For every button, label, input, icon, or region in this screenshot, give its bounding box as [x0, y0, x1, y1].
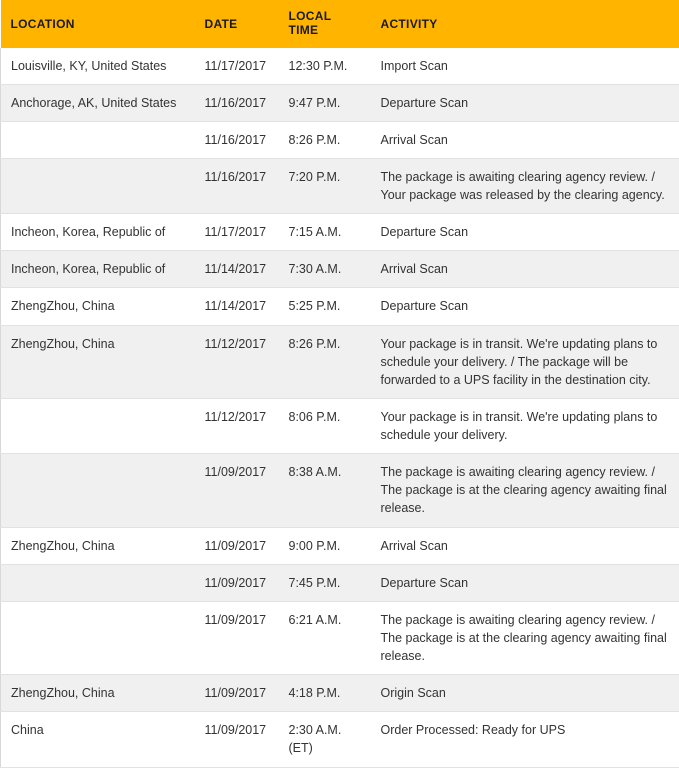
cell-activity: Departure Scan	[371, 214, 679, 251]
cell-date: 11/09/2017	[195, 564, 279, 601]
column-header-local-time-line2: TIME	[289, 23, 319, 37]
cell-local-time: 9:00 P.M.	[279, 527, 371, 564]
cell-location: ZhengZhou, China	[1, 325, 195, 398]
cell-activity: Arrival Scan	[371, 121, 679, 158]
cell-date: 11/17/2017	[195, 214, 279, 251]
table-row	[1, 454, 679, 527]
cell-local-time: 2:30 A.M. (ET)	[279, 712, 371, 767]
cell-location	[1, 564, 195, 601]
cell-local-time: 8:06 P.M.	[279, 398, 371, 453]
table-row	[1, 84, 679, 121]
cell-local-time: 7:45 P.M.	[279, 564, 371, 601]
cell-local-time: 9:47 P.M.	[279, 84, 371, 121]
cell-location: ZhengZhou, China	[1, 527, 195, 564]
cell-activity: The package is awaiting clearing agency review. / The package is at the clearing agency awaiting final release.	[371, 454, 679, 527]
table-header	[1, 0, 679, 48]
table-header-row	[1, 0, 679, 48]
cell-local-time: 8:26 P.M.	[279, 121, 371, 158]
cell-location: Anchorage, AK, United States	[1, 84, 195, 121]
table-row	[1, 564, 679, 601]
cell-activity: Origin Scan	[371, 675, 679, 712]
cell-date: 11/16/2017	[195, 84, 279, 121]
table-row	[1, 251, 679, 288]
cell-local-time: 8:38 A.M.	[279, 454, 371, 527]
table-row	[1, 288, 679, 325]
cell-date: 11/09/2017	[195, 675, 279, 712]
cell-location	[1, 601, 195, 674]
cell-activity: Arrival Scan	[371, 527, 679, 564]
cell-location	[1, 158, 195, 213]
cell-local-time: 12:30 P.M.	[279, 48, 371, 85]
cell-location: Incheon, Korea, Republic of	[1, 214, 195, 251]
table-row	[1, 675, 679, 712]
cell-activity: Departure Scan	[371, 288, 679, 325]
cell-local-time: 7:20 P.M.	[279, 158, 371, 213]
table-row	[1, 398, 679, 453]
cell-date: 11/14/2017	[195, 251, 279, 288]
cell-activity: The package is awaiting clearing agency review. / The package is at the clearing agency awaiting final release.	[371, 601, 679, 674]
table-row	[1, 712, 679, 767]
cell-activity: Arrival Scan	[371, 251, 679, 288]
table-row	[1, 121, 679, 158]
table-row	[1, 48, 679, 85]
cell-date: 11/12/2017	[195, 398, 279, 453]
cell-date: 11/09/2017	[195, 712, 279, 767]
cell-activity: The package is awaiting clearing agency review. / Your package was released by the clearing agency.	[371, 158, 679, 213]
table-row	[1, 527, 679, 564]
cell-local-time: 7:30 A.M.	[279, 251, 371, 288]
cell-activity: Import Scan	[371, 48, 679, 85]
cell-location: Louisville, KY, United States	[1, 48, 195, 85]
cell-activity: Departure Scan	[371, 564, 679, 601]
cell-location	[1, 398, 195, 453]
cell-location: China	[1, 712, 195, 767]
table-row	[1, 214, 679, 251]
cell-location	[1, 454, 195, 527]
column-header-activity: ACTIVITY	[371, 0, 679, 48]
column-header-location: LOCATION	[1, 0, 195, 48]
cell-date: 11/14/2017	[195, 288, 279, 325]
cell-location	[1, 121, 195, 158]
cell-date: 11/16/2017	[195, 158, 279, 213]
cell-local-time: 7:15 A.M.	[279, 214, 371, 251]
cell-location: ZhengZhou, China	[1, 675, 195, 712]
column-header-date: DATE	[195, 0, 279, 48]
cell-local-time: 6:21 A.M.	[279, 601, 371, 674]
cell-date: 11/09/2017	[195, 527, 279, 564]
cell-activity: Departure Scan	[371, 84, 679, 121]
table-body	[1, 48, 679, 768]
cell-location: ZhengZhou, China	[1, 288, 195, 325]
table-row	[1, 601, 679, 674]
cell-location: Incheon, Korea, Republic of	[1, 251, 195, 288]
cell-local-time: 4:18 P.M.	[279, 675, 371, 712]
cell-activity: Your package is in transit. We're updating plans to schedule your delivery. / The package will be forwarded to a UPS facility in the destination city.	[371, 325, 679, 398]
cell-activity: Your package is in transit. We're updating plans to schedule your delivery.	[371, 398, 679, 453]
cell-date: 11/17/2017	[195, 48, 279, 85]
column-header-local-time-line1: LOCAL	[289, 9, 332, 23]
cell-date: 11/09/2017	[195, 601, 279, 674]
cell-local-time: 5:25 P.M.	[279, 288, 371, 325]
column-header-local-time	[279, 0, 371, 48]
cell-local-time: 8:26 P.M.	[279, 325, 371, 398]
cell-date: 11/16/2017	[195, 121, 279, 158]
table-row	[1, 325, 679, 398]
cell-date: 11/12/2017	[195, 325, 279, 398]
cell-date: 11/09/2017	[195, 454, 279, 527]
table-row	[1, 158, 679, 213]
cell-activity: Order Processed: Ready for UPS	[371, 712, 679, 767]
